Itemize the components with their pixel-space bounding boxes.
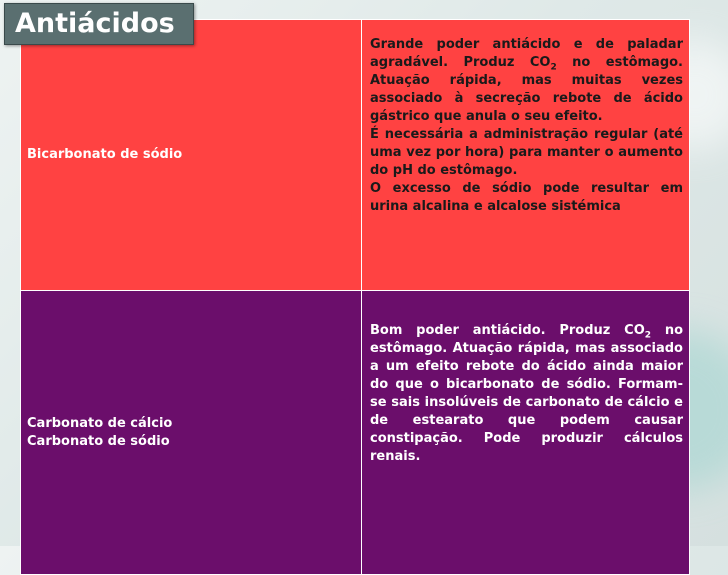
table-row-carbonatos (21, 291, 690, 575)
row-description-cell (362, 20, 690, 291)
row-label: Carbonato de sódio (27, 433, 170, 449)
description-paragraph: Grande poder antiácido e de paladar agradável. Produz $CO_2$ no estômago. Atuação rápida, mas muitas vezes associado à secreção rebote de ácido gástrico que anula o seu efeito. (370, 37, 683, 124)
table-row-bicarbonato (21, 20, 690, 291)
slide-title: Antiácidos (4, 3, 194, 45)
row-label: Bicarbonato de sódio (27, 147, 183, 162)
description-paragraph: É necessária a administração regular (até uma vez por hora) para manter o aumento do pH do estômago. (370, 127, 683, 178)
row-label-cell (21, 291, 362, 575)
row-description-cell (362, 291, 690, 575)
row-label: Carbonato de cálcio (27, 415, 173, 431)
row-label-cell (21, 20, 362, 291)
description-paragraph: O excesso de sódio pode resultar em urina alcalina e alcalose sistémica (370, 181, 683, 214)
antacids-table (20, 19, 690, 575)
description-paragraph: Bom poder antiácido. Produz $CO_2$ no estômago. Atuação rápida, mas associado a um efeito rebote do ácido ainda maior do que o bicarbonato de sódio. Formam-se sais insolúveis de carbonato de cálcio e de estearato que podem causar constipação. Pode produzir cálculos renais. (370, 323, 683, 464)
